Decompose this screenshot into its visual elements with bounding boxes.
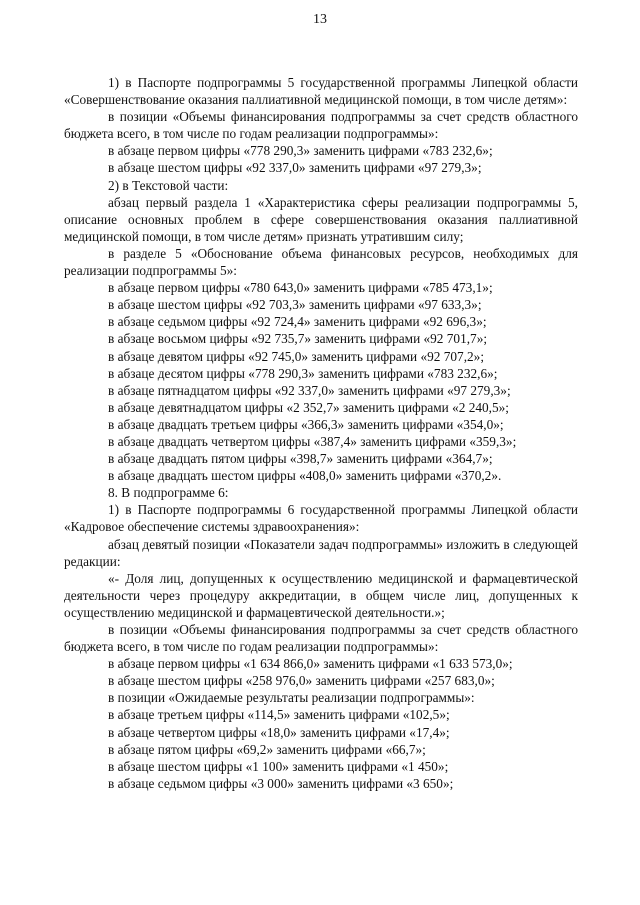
paragraph-32: в абзаце седьмом цифры «3 000» заменить цифрами «3 650»; (108, 775, 454, 791)
paragraph-30: в абзаце пятом цифры «69,2» заменить цифрами «66,7»; (108, 741, 426, 757)
document-body (64, 74, 578, 792)
paragraph-3: в абзаце первом цифры «778 290,3» заменить цифрами «783 232,6»; (108, 143, 493, 159)
paragraph-14: в абзаце пятнадцатом цифры «92 337,0» заменить цифрами «97 279,3»; (108, 382, 511, 398)
paragraph-25: в абзаце первом цифры «1 634 866,0» заменить цифрами «1 633 573,0»; (108, 656, 513, 672)
paragraph-16: в абзаце двадцать третьем цифры «366,3» заменить цифрами «354,0»; (108, 416, 504, 432)
paragraph-13: в абзаце десятом цифры «778 290,3» заменить цифрами «783 232,6»; (108, 365, 498, 381)
paragraph-23: «- Доля лиц, допущенных к осуществлению медицинской и фармацевтической деятельности через процедуру аккредитации, в общем числе лиц, допущенных к осуществлению медицинской и фармацевтической деятельности.»; (64, 570, 578, 620)
paragraph-20: 8. В подпрограмме 6: (108, 485, 229, 501)
paragraph-1: 1) в Паспорте подпрограммы 5 государственной программы Липецкой области «Совершенствование оказания паллиативной медицинской помощи, в том числе детям»: (64, 75, 578, 108)
paragraph-8: в абзаце первом цифры «780 643,0» заменить цифрами «785 473,1»; (108, 280, 493, 296)
paragraph-2: в позиции «Объемы финансирования подпрограммы за счет средств областного бюджета всего, в том числе по годам реализации подпрограммы»: (64, 109, 578, 142)
paragraph-4: в абзаце шестом цифры «92 337,0» заменить цифрами «97 279,3»; (108, 160, 482, 176)
paragraph-5: 2) в Текстовой части: (108, 177, 229, 193)
paragraph-11: в абзаце восьмом цифры «92 735,7» заменить цифрами «92 701,7»; (108, 331, 488, 347)
paragraph-28: в абзаце третьем цифры «114,5» заменить цифрами «102,5»; (108, 707, 450, 723)
paragraph-22: абзац девятый позиции «Показатели задач подпрограммы» изложить в следующей редакции: (64, 536, 578, 569)
paragraph-31: в абзаце шестом цифры «1 100» заменить цифрами «1 450»; (108, 758, 449, 774)
paragraph-7: в разделе 5 «Обоснование объема финансовых ресурсов, необходимых для реализации подпрограммы 5»: (64, 245, 578, 279)
paragraph-19: в абзаце двадцать шестом цифры «408,0» заменить цифрами «370,2». (108, 468, 502, 484)
paragraph-27: в позиции «Ожидаемые результаты реализации подпрограммы»: (108, 690, 475, 706)
page-number: 13 (313, 12, 327, 27)
paragraph-21: 1) в Паспорте подпрограммы 6 государственной программы Липецкой области «Кадровое обеспечение системы здравоохранения»: (64, 502, 578, 535)
paragraph-6: абзац первый раздела 1 «Характеристика сферы реализации подпрограммы 5, описание основных проблем в сфере совершенствования оказания паллиативной медицинской помощи, в том числе детям» признать утратившим силу; (64, 194, 578, 244)
paragraph-12: в абзаце девятом цифры «92 745,0» заменить цифрами «92 707,2»; (108, 348, 485, 364)
paragraph-18: в абзаце двадцать пятом цифры «398,7» заменить цифрами «364,7»; (108, 451, 493, 467)
paragraph-26: в абзаце шестом цифры «258 976,0» заменить цифрами «257 683,0»; (108, 673, 495, 689)
paragraph-29: в абзаце четвертом цифры «18,0» заменить цифрами «17,4»; (108, 724, 450, 740)
paragraph-15: в абзаце девятнадцатом цифры «2 352,7» заменить цифрами «2 240,5»; (108, 399, 509, 415)
paragraph-10: в абзаце седьмом цифры «92 724,4» заменить цифрами «92 696,3»; (108, 314, 487, 330)
paragraph-24: в позиции «Объемы финансирования подпрограммы за счет средств областного бюджета всего, в том числе по годам реализации подпрограммы»: (64, 622, 578, 655)
paragraph-9: в абзаце шестом цифры «92 703,3» заменить цифрами «97 633,3»; (108, 297, 482, 313)
paragraph-17: в абзаце двадцать четвертом цифры «387,4» заменить цифрами «359,3»; (108, 433, 517, 449)
